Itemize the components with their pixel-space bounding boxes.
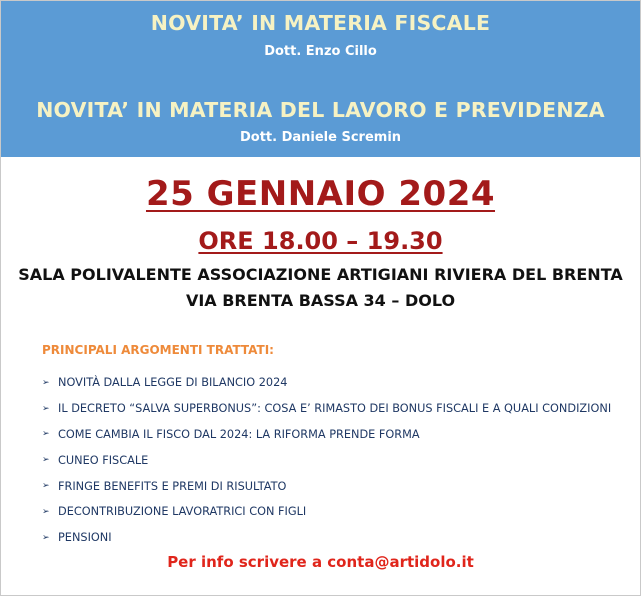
title-fiscal-news: NOVITA’ IN MATERIA FISCALE: [150, 11, 491, 35]
topics-list: [42, 370, 611, 551]
arrowhead-icon: ➢: [42, 403, 50, 414]
event-time: ORE 18.00 – 19.30: [198, 227, 443, 255]
list-item: ➢ NOVITÀ DALLA LEGGE DI BILANCIO 2024: [42, 376, 288, 390]
topics-heading: PRINCIPALI ARGOMENTI TRATTATI:: [42, 343, 274, 357]
list-item: ➢ FRINGE BENEFITS E PREMI DI RISULTATO: [42, 479, 287, 493]
arrowhead-icon: ➢: [42, 506, 50, 517]
arrowhead-icon: ➢: [42, 532, 50, 543]
list-item: ➢ PENSIONI: [42, 531, 112, 545]
arrowhead-icon: ➢: [42, 429, 50, 440]
event-venue: SALA POLIVALENTE ASSOCIAZIONE ARTIGIANI RIVIERA DEL BRENTA: [18, 265, 623, 284]
list-item: ➢ IL DECRETO “SALVA SUPERBONUS”: COSA E’ RIMASTO DEI BONUS FISCALI E A QUALI CONDIZIONI: [42, 402, 612, 416]
arrowhead-icon: ➢: [42, 481, 50, 492]
contact-info: Per info scrivere a conta@artidolo.it: [167, 553, 474, 571]
arrowhead-icon: ➢: [42, 377, 50, 388]
header-banner: [1, 1, 640, 157]
speaker-name-2: Dott. Daniele Scremin: [239, 130, 402, 145]
title-labour-news: NOVITA’ IN MATERIA DEL LAVORO E PREVIDENZA: [36, 98, 605, 122]
list-item: ➢ COME CAMBIA IL FISCO DAL 2024: LA RIFORMA PRENDE FORMA: [42, 427, 420, 441]
list-item: ➢ CUNEO FISCALE: [42, 453, 149, 467]
event-date: 25 GENNAIO 2024: [145, 174, 496, 214]
list-item: ➢ DECONTRIBUZIONE LAVORATRICI CON FIGLI: [42, 505, 307, 519]
speaker-name-1: Dott. Enzo Cillo: [264, 44, 377, 59]
arrowhead-icon: ➢: [42, 455, 50, 466]
event-address: VIA BRENTA BASSA 34 – DOLO: [185, 291, 456, 310]
